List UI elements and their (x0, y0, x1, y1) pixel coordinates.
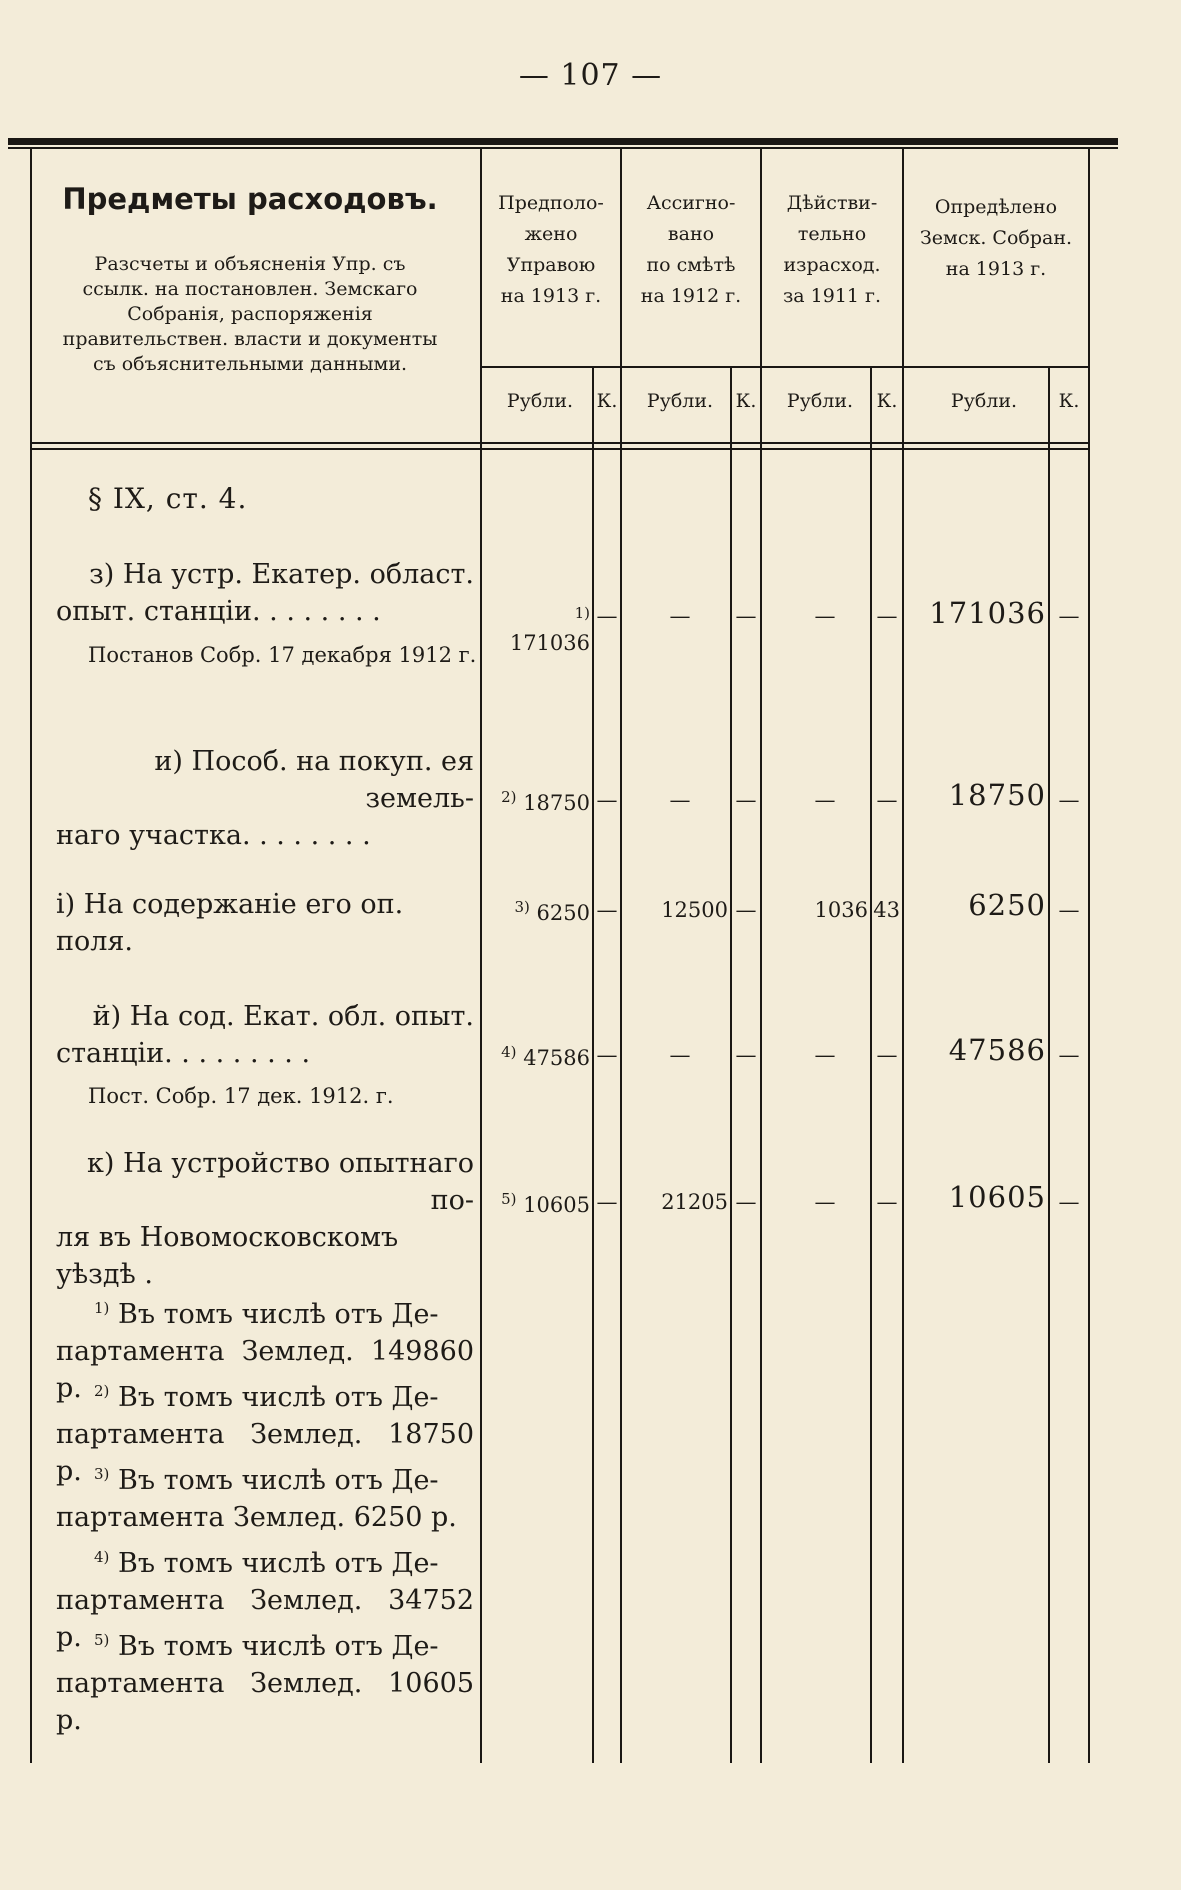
item-z-proposed: $^{1)}$ 171036 (509, 604, 590, 655)
item-i-spent-k: — (876, 788, 898, 812)
footnote-4: $^{4)}$ Въ томъ числѣ отъ Де- партамента Землед. 34752 р. (56, 1548, 474, 1653)
item-i-assigned-k: — (735, 788, 757, 812)
top-rule-thick (8, 138, 1118, 145)
item-k-approved: 10605 (948, 1180, 1046, 1214)
col-head-spent: Дѣйстви- тельно израсход. за 1911 г. (782, 192, 882, 307)
item-j-spent: — (814, 1043, 836, 1067)
header-description: Разсчеты и объясненія Упр. съ ссылк. на постановлен. Земскаго Собранія, распоряженія правительствен. власти и документы съ объяснительными данными. (62, 253, 438, 375)
item-k-approved-k: — (1058, 1190, 1080, 1214)
footnote-2: $^{2)}$ Въ томъ числѣ отъ Де- партамента Землед. 18750 р. (56, 1382, 474, 1487)
item-j-proposed-k: — (596, 1043, 618, 1067)
section-title: § IX, ст. 4. (88, 482, 248, 515)
header-bottom-rule-2 (30, 448, 1088, 450)
footnote-5: $^{5)}$ Въ томъ числѣ отъ Де- партамента Землед. 10605 р. (56, 1631, 474, 1736)
item-ii-proposed-k: — (596, 898, 618, 922)
item-z-approved-k: — (1058, 604, 1080, 628)
footnote-1: $^{1)}$ Въ томъ числѣ отъ Де- партамента Землед. 149860 р. (56, 1299, 474, 1404)
item-z-assigned-k: — (735, 604, 757, 628)
item-ii-assigned-k: — (735, 898, 757, 922)
item-k-proposed: $^{5)}$ 10605 (501, 1190, 590, 1217)
item-ii-approved-k: — (1058, 898, 1080, 922)
item-k-proposed-k: — (596, 1190, 618, 1214)
item-j-note: Пост. Собр. 17 дек. 1912. г. (88, 1084, 394, 1108)
header-bottom-rule (30, 442, 1088, 444)
item-i-assigned: — (669, 788, 691, 812)
item-j-approved-k: — (1058, 1043, 1080, 1067)
item-z-note: Постанов Собр. 17 декабря 1912 г. (88, 643, 477, 667)
divider-col4 (902, 149, 904, 1763)
item-z-approved: 171036 (929, 596, 1046, 630)
item-j-assigned: — (669, 1043, 691, 1067)
item-j-assigned-k: — (735, 1043, 757, 1067)
item-ii-spent: 1036 (814, 898, 868, 922)
item-j-approved: 47586 (948, 1033, 1046, 1067)
item-ii-text: і) На содержаніе его оп. поля. (56, 889, 404, 957)
item-ii-spent-k: 43 (873, 898, 900, 922)
footnote-3: $^{3)}$ Въ томъ числѣ отъ Де- партамента Землед. 6250 р. (56, 1465, 457, 1533)
item-z-spent-k: — (876, 604, 898, 628)
item-i-proposed-k: — (596, 788, 618, 812)
col-head-approved: Опредѣлено Земск. Собран. на 1913 г. (919, 196, 1073, 280)
unit-rub-2: Рубли. (646, 390, 714, 412)
unit-kop-4: К. (1058, 390, 1080, 412)
item-j-proposed: $^{4)}$ 47586 (501, 1043, 590, 1070)
unit-kop-2: К. (735, 390, 757, 412)
divider-col3 (760, 149, 762, 1763)
item-i-spent: — (814, 788, 836, 812)
item-k-assigned-k: — (735, 1190, 757, 1214)
item-z-assigned: — (669, 604, 691, 628)
page-number: — 107 — (518, 58, 663, 93)
item-z-text: з) На устр. Екатер. област. опыт. станціи. . . . . . . . (56, 559, 474, 627)
unit-rub-1: Рубли. (506, 390, 574, 412)
item-ii-proposed: $^{3)}$ 6250 (514, 898, 590, 925)
divider-desc (480, 149, 482, 1763)
item-i-text: и) Пособ. на покуп. ея земель- наго участка. . . . . . . . (56, 746, 474, 851)
item-z-spent: — (814, 604, 836, 628)
item-ii-assigned: 12500 (661, 898, 728, 922)
unit-kop-1: К. (596, 390, 618, 412)
col-head-assigned: Ассигно- вано по смѣтѣ на 1912 г. (640, 192, 742, 307)
item-k-spent: — (814, 1190, 836, 1214)
item-i-approved-k: — (1058, 788, 1080, 812)
top-rule-thin (8, 147, 1118, 149)
header-title: Предметы расходовъ. (62, 182, 438, 216)
item-z-proposed-k: — (596, 604, 618, 628)
unit-kop-3: К. (876, 390, 898, 412)
header-column-rule (482, 366, 1088, 368)
table-right-border (1088, 149, 1090, 1763)
unit-rub-4: Рубли. (950, 390, 1018, 412)
table-left-border (30, 149, 32, 1763)
item-i-proposed: $^{2)}$ 18750 (501, 788, 590, 815)
item-ii-approved: 6250 (968, 888, 1046, 922)
item-k-spent-k: — (876, 1190, 898, 1214)
item-j-spent-k: — (876, 1043, 898, 1067)
divider-col2 (620, 149, 622, 1763)
item-i-approved: 18750 (948, 778, 1046, 812)
unit-rub-3: Рубли. (786, 390, 854, 412)
col-head-proposed: Предполо- жено Управою на 1913 г. (498, 192, 604, 307)
item-j-text: й) На сод. Екат. обл. опыт. станціи. . . . . . . . . (56, 1001, 474, 1069)
item-k-text: к) На устройство опытнаго по- ля въ Новомосковскомъ уѣздѣ . (56, 1148, 474, 1290)
item-k-assigned: 21205 (661, 1190, 728, 1214)
